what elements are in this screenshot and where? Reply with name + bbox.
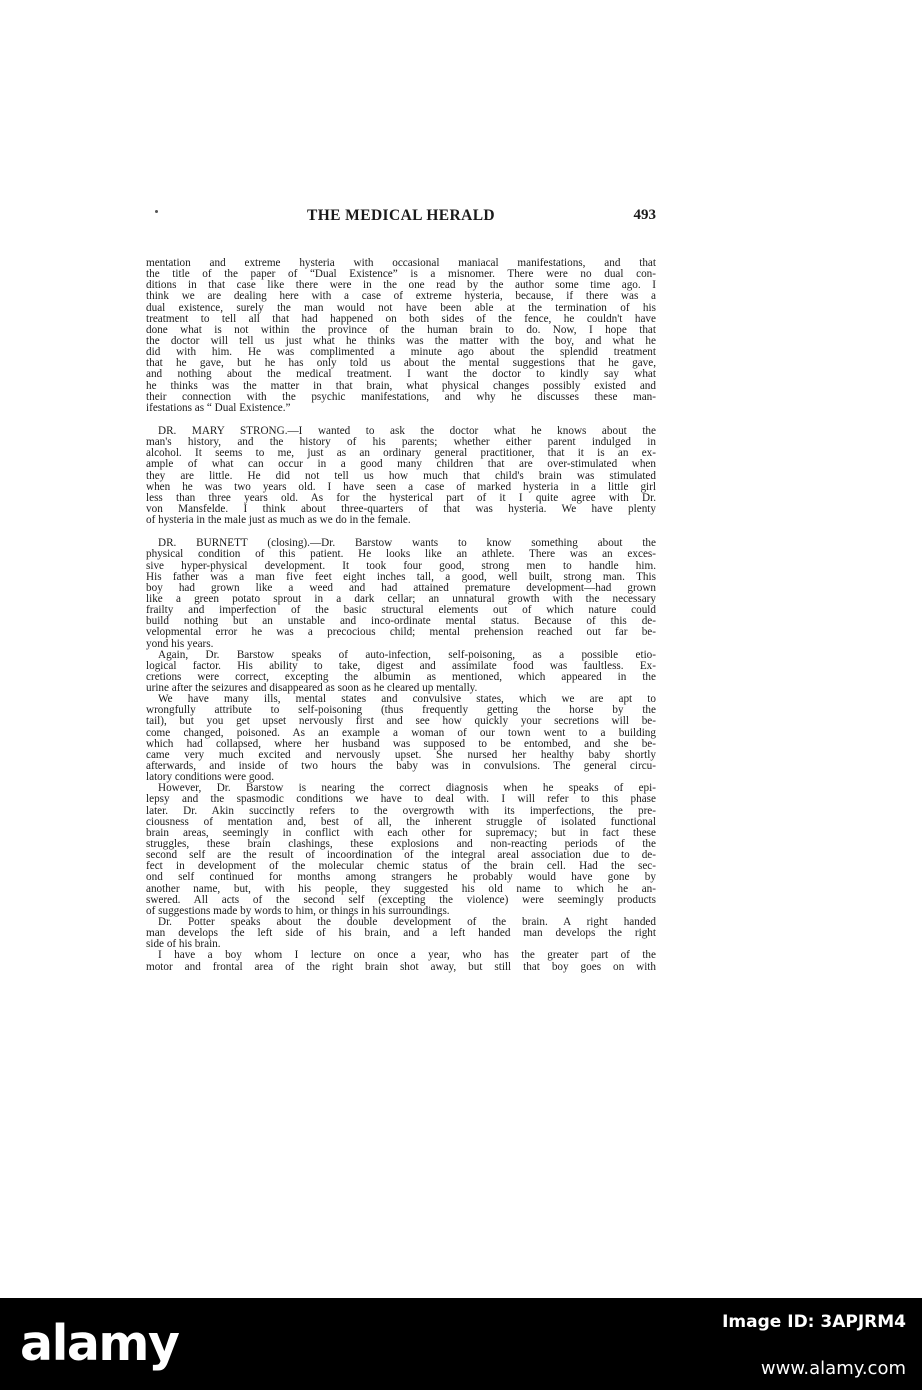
text-line: ciousness of mentation and, best of all, the inherent struggle of isolated functional bbox=[146, 815, 656, 828]
text-line: I have a boy whom I lecture on once a year, who has the greater part of the bbox=[158, 949, 656, 962]
text-line: DR. BURNETT (closing).—Dr. Barstow wants to know something about the bbox=[158, 537, 656, 550]
text-line: come changed, poisoned. As an example a woman of our town went to a building bbox=[146, 726, 656, 739]
text-line: DR. MARY STRONG.—I wanted to ask the doctor what he knows about the bbox=[158, 424, 656, 437]
text-line: their connection with the psychic manifestations, and why he discusses these man- bbox=[146, 390, 656, 403]
text-line: lepsy and the spasmodic conditions we have to deal with. I will refer to this phase bbox=[146, 793, 656, 806]
text-line: wrongfully attribute to self-poisoning (thus frequently getting the horse by the bbox=[146, 704, 656, 717]
text-line: treatment to tell all that had happened on both sides of the fence, he couldn't have bbox=[146, 312, 656, 325]
text-line: the title of the paper of “Dual Existence” is a misnomer. There were no dual con- bbox=[146, 268, 656, 281]
text-line: motor and frontal area of the right brain shot away, but still that boy goes on with bbox=[146, 960, 656, 973]
text-line: mentation and extreme hysteria with occasional maniacal manifestations, and that bbox=[146, 257, 656, 269]
body-text bbox=[146, 258, 656, 973]
text-line: did with him. He was complimented a minute ago about the splendid treatment bbox=[146, 346, 656, 359]
text-line: of hysteria in the male just as much as we do in the female. bbox=[146, 514, 411, 527]
text-line: von Mansfelde. I think about three-quarters of that was hysteria. We have plenty bbox=[146, 502, 656, 515]
text-line: latory conditions were good. bbox=[146, 771, 275, 784]
running-title: THE MEDICAL HERALD bbox=[306, 207, 496, 224]
text-line: Dr. Potter speaks about the double development of the brain. A right handed bbox=[158, 916, 656, 929]
text-line: frailty and imperfection of the basic structural elements out of which nature could bbox=[146, 604, 656, 617]
text-line: ditions in that case like there were in the one read by the author some time ago. I bbox=[146, 279, 656, 292]
text-line: later. Dr. Akin succinctly refers to the overgrowth with its imperfections, the pre- bbox=[146, 804, 656, 817]
text-line: logical factor. His ability to take, digest and assimilate food was faultless. Ex- bbox=[146, 659, 656, 672]
watermark-footer bbox=[0, 1298, 922, 1390]
text-line: man develops the left side of his brain, and a left handed man develops the right bbox=[146, 927, 656, 940]
text-line: urine after the seizures and disappeared as soon as he cleared up mentally. bbox=[146, 682, 478, 695]
text-line: less than three years old. As for the hysterical part of it I quite agree with Dr. bbox=[146, 491, 656, 504]
text-line: man's history, and the history of his parents; whether either parent indulged in bbox=[146, 436, 656, 449]
site-url: www.alamy.com bbox=[760, 1358, 906, 1379]
text-line: His father was a man five feet eight inches tall, a good, well built, strong man. This bbox=[146, 570, 656, 583]
text-line: the doctor will tell us just what he thinks was the matter with the boy, and what he bbox=[146, 334, 656, 347]
brand-logo: alamy bbox=[20, 1315, 179, 1372]
text-line: sive hyper-physical development. It took four good, strong men to handle him. bbox=[146, 559, 656, 572]
text-line: done what is not within the province of the human brain to do. Now, I hope that bbox=[146, 323, 656, 336]
text-line: afterwards, and inside of two hours the baby was in convulsions. The general circu- bbox=[146, 760, 656, 773]
text-line: ond self continued for months among strangers he probably would have gone by bbox=[146, 871, 656, 884]
text-line: which had collapsed, where her husband was supposed to be entombed, and she be- bbox=[146, 737, 656, 750]
text-line: We have many ills, mental states and convulsive states, which we are apt to bbox=[158, 693, 656, 706]
image-credit bbox=[722, 1312, 906, 1380]
image-id: Image ID: 3APJRM4 bbox=[722, 1312, 906, 1332]
text-line: that he gave, but he has only told us about the mental suggestions that he gave, bbox=[146, 357, 656, 370]
text-line: ifestations as “ Dual Existence.” bbox=[146, 401, 291, 414]
text-line: of suggestions made by words to him, or things in his surroundings. bbox=[146, 904, 450, 917]
text-line: think we are dealing here with a case of extreme hysteria, because, if there was a bbox=[146, 290, 656, 303]
text-line: brain areas, seemingly in conflict with each other for supremacy; but in fact these bbox=[146, 826, 656, 839]
text-line: and nothing about the medical treatment. I want the doctor to kindly say what bbox=[146, 368, 656, 381]
text-line: velopmental error he was a precocious child; mental prehension reached out far be- bbox=[146, 626, 656, 639]
text-line: he thinks was the matter in that brain, what physical changes possibly existed and bbox=[146, 379, 656, 392]
text-line: like a green potato sprout in a dark cellar; an unnatural growth with the necessary bbox=[146, 592, 656, 605]
text-line: ample of what can occur in a good many children that are over-stimulated when bbox=[146, 458, 656, 471]
text-line: they are little. He did not tell us how much that child's brain was stimulated bbox=[146, 469, 656, 482]
text-line: another name, but, with his people, they suggested his old name to which he an- bbox=[146, 882, 656, 895]
text-line: struggles, these brain clashings, these explosions and non-reacting periods of the bbox=[146, 838, 656, 851]
text-line: when he was two years old. I have seen a case of marked hysteria in a little girl bbox=[146, 480, 656, 493]
text-line: dual existence, surely the man would not have been able at the termination of his bbox=[146, 301, 656, 314]
text-line: yond his years. bbox=[146, 637, 214, 650]
text-line: alcohol. It seems to me, just as an ordinary general practitioner, that it is an ex- bbox=[146, 447, 656, 460]
running-head bbox=[146, 207, 656, 229]
text-line: physical condition of this patient. He looks like an athlete. There was an exces- bbox=[146, 548, 656, 561]
text-line: second self are the result of incoordination of the integral areal association due to de- bbox=[146, 849, 656, 862]
text-line: swered. All acts of the second self (excepting the violence) were seemingly products bbox=[146, 893, 656, 906]
page-number: 493 bbox=[633, 207, 656, 223]
text-line: fect in development of the molecular chemic status of the brain cell. Had the sec- bbox=[146, 860, 656, 873]
text-line: tail), but you get upset nervously first and see how quickly your secretions will be- bbox=[146, 715, 656, 728]
text-line: However, Dr. Barstow is nearing the correct diagnosis when he speaks of epi- bbox=[158, 782, 656, 795]
text-line: came very much excited and nervously upset. She nursed her healthy baby shortly bbox=[146, 748, 656, 761]
text-line: side of his brain. bbox=[146, 938, 221, 951]
text-line: cretions were correct, excepting the albumin as mentioned, which appeared in the bbox=[146, 670, 656, 683]
text-line: build nothing but an unstable and inco-ordinate mental status. Because of this de- bbox=[146, 615, 656, 628]
text-line: Again, Dr. Barstow speaks of auto-infection, self-poisoning, as a possible etio- bbox=[158, 648, 656, 661]
text-line: boy had grown like a weed and had attained premature development—had grown bbox=[146, 581, 656, 594]
